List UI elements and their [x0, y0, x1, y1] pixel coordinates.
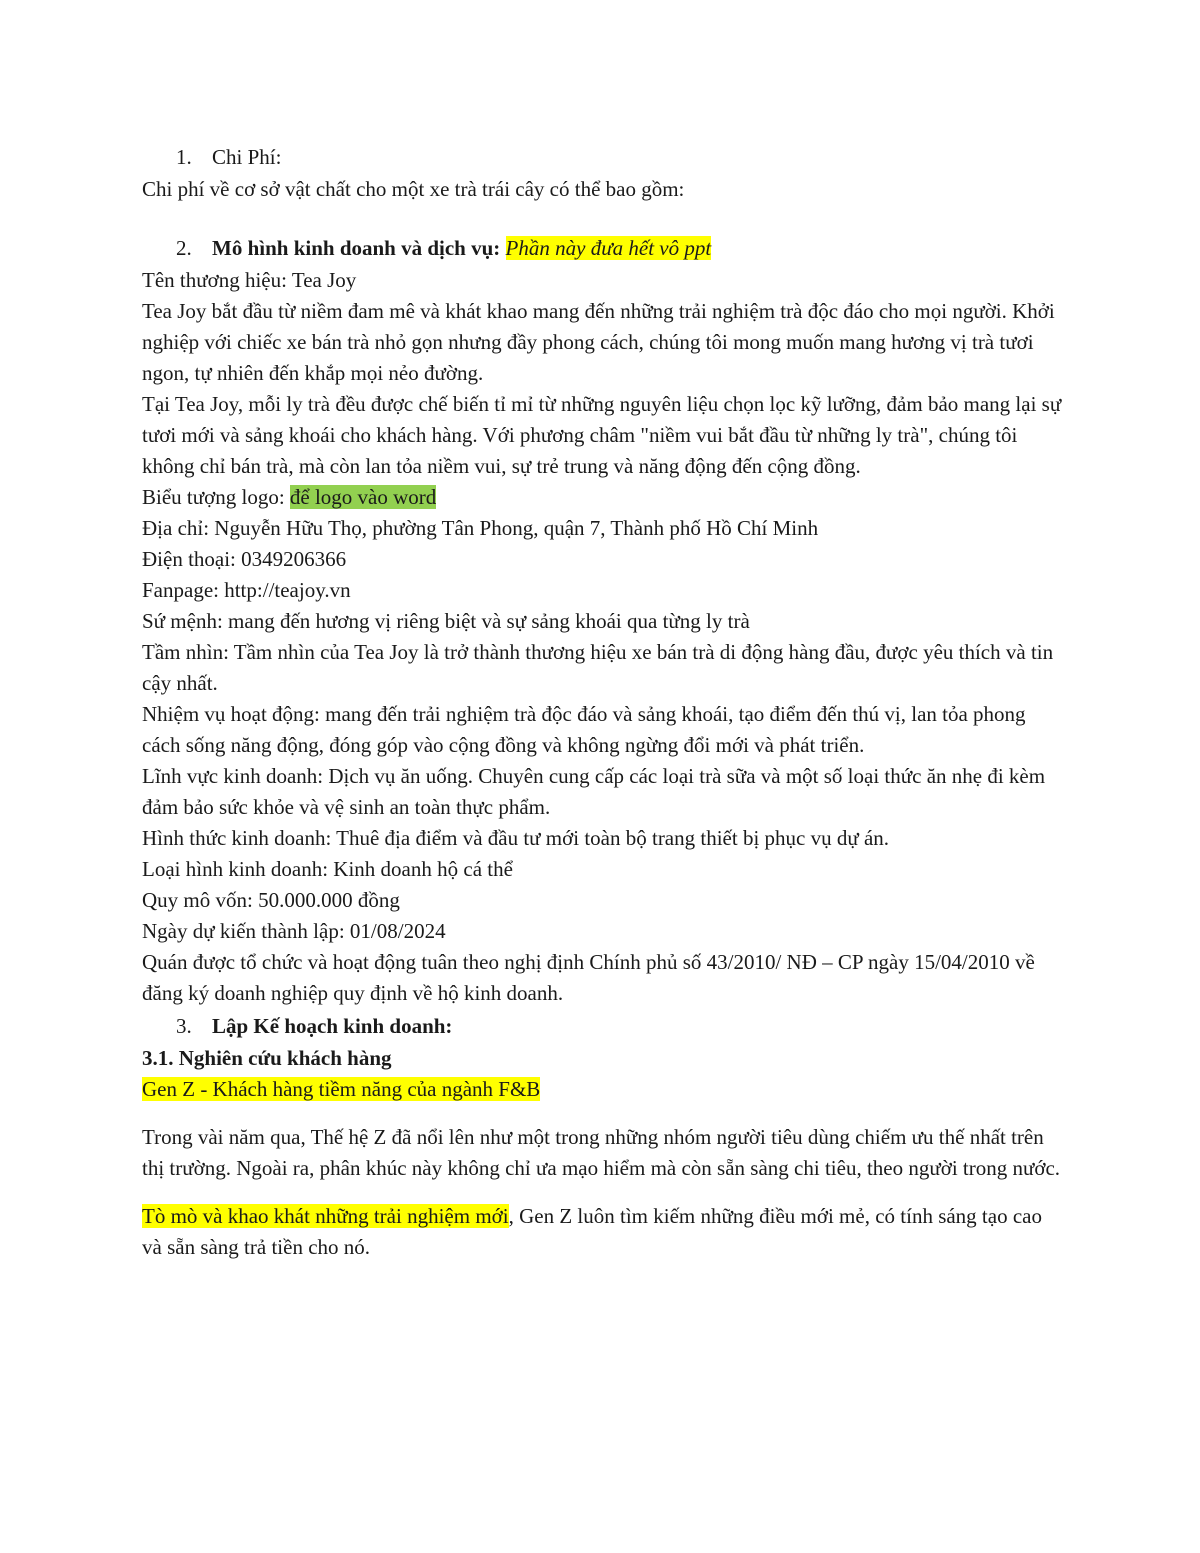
logo-line [142, 482, 1062, 513]
section-1-heading [142, 140, 1062, 174]
business-form: Hình thức kinh doanh: Thuê địa điểm và đầu tư mới toàn bộ trang thiết bị phục vụ dự án. [142, 826, 890, 850]
intro-paragraph-1: Tea Joy bắt đầu từ niềm đam mê và khát khao mang đến những trải nghiệm trà độc đáo cho mọi người. Khởi nghiệp với chiếc xe bán trà nhỏ gọn nhưng đầy phong cách, chúng tôi mong muốn mang hương vị trà tươi ngon, tự nhiên đến khắp mọi nẻo đường. [142, 299, 1055, 385]
genz-heading: Gen Z - Khách hàng tiềm năng của ngành F&B [142, 1077, 541, 1101]
vision: Tầm nhìn: Tầm nhìn của Tea Joy là trở thành thương hiệu xe bán trà di động hàng đầu, được yêu thích và tin cậy nhất. [142, 640, 1054, 695]
section-3-number: 3. [176, 1014, 192, 1038]
section-1-number: 1. [176, 145, 192, 169]
business-field: Lĩnh vực kinh doanh: Dịch vụ ăn uống. Chuyên cung cấp các loại trà sữa và một số loại thức ăn nhẹ đi kèm đảm bảo sức khỏe và vệ sinh an toàn thực phẩm. [142, 764, 1046, 819]
business-type: Loại hình kinh doanh: Kinh doanh hộ cá thể [142, 857, 513, 881]
section-2-number: 2. [176, 236, 192, 260]
genz-paragraph-2-text: , Gen Z luôn tìm kiếm những điều mới mẻ, có tính sáng tạo cao và sẵn sàng trả tiền cho nó. [142, 1204, 1042, 1259]
section-3-heading [142, 1009, 1062, 1043]
section-2-title: Mô hình kinh doanh và dịch vụ: [212, 236, 501, 260]
brand-name: Tên thương hiệu: Tea Joy [142, 268, 357, 292]
mission: Sứ mệnh: mang đến hương vị riêng biệt và sự sảng khoái qua từng ly trà [142, 609, 750, 633]
genz-paragraph-1: Trong vài năm qua, Thế hệ Z đã nổi lên như một trong những nhóm người tiêu dùng chiếm ưu thế nhất trên thị trường. Ngoài ra, phân khúc này không chỉ ưa mạo hiểm mà còn sẵn sàng chi tiêu, theo người trong nước. [142, 1125, 1061, 1180]
section-1-text: Chi phí về cơ sở vật chất cho một xe trà trái cây có thể bao gồm: [142, 177, 685, 201]
genz-heading-line [142, 1074, 1062, 1105]
founding-date: Ngày dự kiến thành lập: 01/08/2024 [142, 919, 446, 943]
section-3-title: Lập Kế hoạch kinh doanh: [212, 1014, 453, 1038]
genz-paragraph-2 [142, 1201, 1062, 1263]
capital: Quy mô vốn: 50.000.000 đồng [142, 888, 400, 912]
subsection-title: 3.1. Nghiên cứu khách hàng [142, 1046, 392, 1070]
address: Địa chỉ: Nguyễn Hữu Thọ, phường Tân Phong, quận 7, Thành phố Hồ Chí Minh [142, 516, 819, 540]
legal-basis: Quán được tổ chức và hoạt động tuân theo nghị định Chính phủ số 43/2010/ NĐ – CP ngày 15/04/2010 về đăng ký doanh nghiệp quy định về hộ kinh doanh. [142, 950, 1035, 1005]
section-2-heading [142, 231, 1062, 265]
document-body [142, 140, 1062, 1263]
fanpage: Fanpage: http://teajoy.vn [142, 578, 351, 602]
section-1-title: Chi Phí: [212, 145, 282, 169]
tasks: Nhiệm vụ hoạt động: mang đến trải nghiệm trà độc đáo và sảng khoái, tạo điểm đến thú vị, lan tỏa phong cách sống năng động, đóng góp vào cộng đồng và không ngừng đổi mới và phát triển. [142, 702, 1026, 757]
phone: Điện thoại: 0349206366 [142, 547, 347, 571]
logo-label: Biểu tượng logo: [142, 485, 290, 509]
intro-paragraph-2: Tại Tea Joy, mỗi ly trà đều được chế biến tỉ mỉ từ những nguyên liệu chọn lọc kỹ lưỡng, đảm bảo mang lại sự tươi mới và sảng khoái cho khách hàng. Với phương châm "niềm vui bắt đầu từ những ly trà", chúng tôi không chỉ bán trà, mà còn lan tỏa niềm vui, sự trẻ trung và năng động đến cộng đồng. [142, 392, 1062, 478]
logo-note: để logo vào word [289, 485, 437, 509]
section-2-note: Phần này đưa hết vô ppt [505, 236, 712, 260]
genz-paragraph-2-highlight: Tò mò và khao khát những trải nghiệm mới [142, 1204, 509, 1228]
